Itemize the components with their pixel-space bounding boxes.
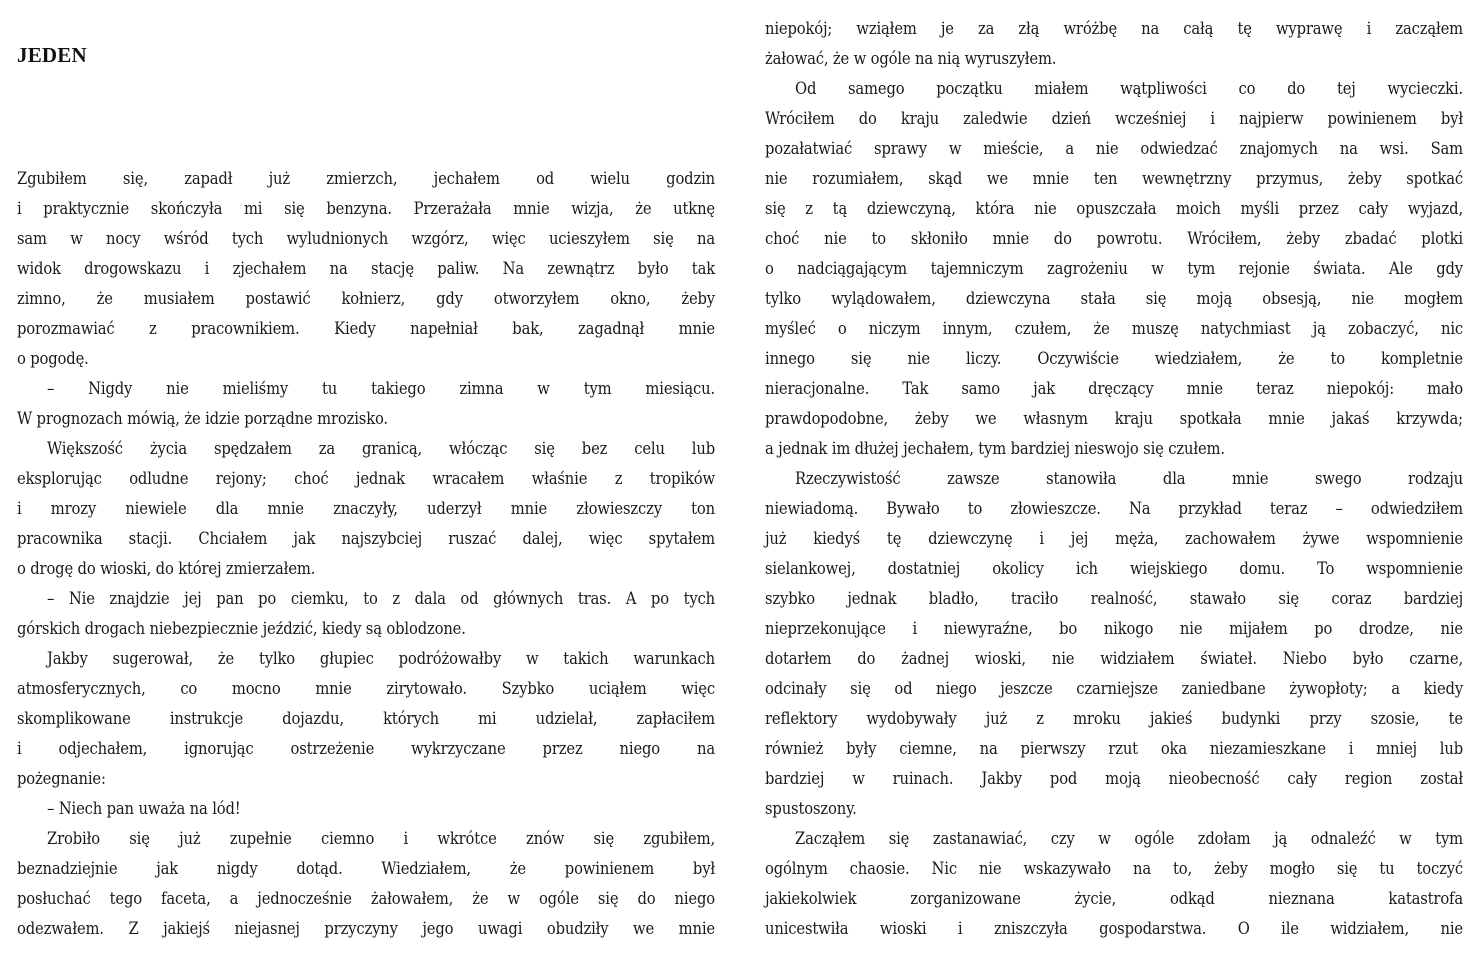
text-line: i praktycznie skończyła mi się benzyna. Przerażała mnie wizja, że utknę — [17, 199, 715, 218]
text-line: niewiadomą. Bywało to złowieszcze. Na przykład teraz – odwiedziłem — [765, 499, 1463, 518]
text-line: Zrobiło się już zupełnie ciemno i wkrótce znów się zgubiłem, — [47, 829, 715, 848]
text-line: – Nigdy nie mieliśmy tu takiego zimna w tym miesiącu. — [47, 379, 715, 398]
text-line: i odjechałem, ignorując ostrzeżenie wykrzyczane przez niego na — [17, 739, 715, 758]
text-line: tylko wylądowałem, dziewczyna stała się moją obsesją, nie mogłem — [765, 289, 1463, 308]
text-line: również były ciemne, na pierwszy rzut oka niezamieszkane i mniej lub — [765, 739, 1463, 758]
text-line: posłuchać tego faceta, a jednocześnie żałowałem, że w ogóle się do niego — [17, 889, 715, 908]
text-line: już kiedyś tę dziewczynę i jej męża, zachowałem żywe wspomnienie — [765, 529, 1463, 548]
text-line: spustoszony. — [765, 799, 857, 818]
text-line: sielankowej, dostatniej okolicy ich wiejskiego domu. To wspomnienie — [765, 559, 1463, 578]
text-line: porozmawiać z pracownikiem. Kiedy napełniał bak, zagadnął mnie — [17, 319, 715, 338]
text-line: o pogodę. — [17, 349, 89, 368]
text-line: myśleć o niczym innym, czułem, że muszę natychmiast ją zobaczyć, nic — [765, 319, 1463, 338]
text-line: jakiekolwiek zorganizowane życie, odkąd nieznana katastrofa — [765, 889, 1463, 908]
text-line: górskich drogach niebezpiecznie jeździć, kiedy są oblodzone. — [17, 619, 466, 638]
text-line: prawdopodobne, żeby we własnym kraju spotkała mnie jakaś krzywda; — [765, 409, 1463, 428]
text-line: – Nie znajdzie jej pan po ciemku, to z dala od głównych tras. A po tych — [47, 589, 715, 608]
left-page — [17, 0, 715, 973]
text-line: i mrozy niewiele dla mnie znaczyły, uderzył mnie złowieszczy ton — [17, 499, 715, 518]
text-line: reflektory wydobywały już z mroku jakieś budynki przy szosie, te — [765, 709, 1463, 728]
text-line: nie rozumiałem, skąd we mnie ten wewnętrzny przymus, żeby spotkać — [765, 169, 1463, 188]
text-line: eksplorując odludne rejony; choć jednak wracałem właśnie z tropików — [17, 469, 715, 488]
text-line: się z tą dziewczyną, która nie opuszczała moich myśli przez cały wyjazd, — [765, 199, 1463, 218]
text-line: Zgubiłem się, zapadł już zmierzch, jechałem od wielu godzin — [17, 169, 715, 188]
text-line: Wróciłem do kraju zaledwie dzień wcześniej i najpierw powinienem był — [765, 109, 1463, 128]
text-line: sam w nocy wśród tych wyludnionych wzgórz, więc ucieszyłem się na — [17, 229, 715, 248]
text-line: W prognozach mówią, że idzie porządne mrozisko. — [17, 409, 388, 428]
text-line: Jakby sugerował, że tylko głupiec podróżowałby w takich warunkach — [47, 649, 715, 668]
text-line: Rzeczywistość zawsze stanowiła dla mnie swego rodzaju — [795, 469, 1463, 488]
text-line: zimno, że musiałem postawić kołnierz, gdy otworzyłem okno, żeby — [17, 289, 715, 308]
text-line: ogólnym chaosie. Nic nie wskazywało na to, żeby mogło się tu toczyć — [765, 859, 1463, 878]
text-line: pozałatwiać sprawy w mieście, a nie odwiedzać znajomych na wsi. Sam — [765, 139, 1463, 158]
text-line: o drogę do wioski, do której zmierzałem. — [17, 559, 316, 578]
text-line: o nadciągającym tajemniczym zagrożeniu w tym rejonie świata. Ale gdy — [765, 259, 1463, 278]
text-line: szybko jednak bladło, traciło realność, stawało się coraz bardziej — [765, 589, 1463, 608]
text-line: pożegnanie: — [17, 769, 106, 788]
text-line: beznadziejnie jak nigdy dotąd. Wiedziałem, że powinienem był — [17, 859, 715, 878]
text-line: atmosferycznych, co mocno mnie zirytowało. Szybko uciąłem więc — [17, 679, 715, 698]
text-line: nieracjonalne. Tak samo jak dręczący mnie teraz niepokój: mało — [765, 379, 1463, 398]
text-line: innego się nie liczy. Oczywiście wiedziałem, że to kompletnie — [765, 349, 1463, 368]
text-line: Większość życia spędzałem za granicą, włócząc się bez celu lub — [47, 439, 715, 458]
text-line: niepokój; wziąłem je za złą wróżbę na całą tę wyprawę i zacząłem — [765, 19, 1463, 38]
text-line: – Niech pan uważa na lód! — [47, 799, 241, 818]
text-line: nieprzekonujące i niewyraźne, bo nikogo nie mijałem po drodze, nie — [765, 619, 1463, 638]
text-line: bardziej w ruinach. Jakby pod moją nieobecność cały region został — [765, 769, 1463, 788]
text-line: Zacząłem się zastanawiać, czy w ogóle zdołam ją odnaleźć w tym — [795, 829, 1463, 848]
chapter-title: JEDEN — [17, 43, 87, 67]
text-line: odcinały się od niego jeszcze czarniejsze zaniedbane żywopłoty; a kiedy — [765, 679, 1463, 698]
text-line: widok drogowskazu i zjechałem na stację paliw. Na zewnątrz było tak — [17, 259, 715, 278]
text-line: odezwałem. Z jakiejś niejasnej przyczyny jego uwagi obudziły we mnie — [17, 919, 715, 938]
text-line: żałować, że w ogóle na nią wyruszyłem. — [765, 49, 1057, 68]
text-line: choć nie to skłoniło mnie do powrotu. Wróciłem, żeby zbadać plotki — [765, 229, 1463, 248]
text-line: a jednak im dłużej jechałem, tym bardziej nieswojo się czułem. — [765, 439, 1225, 458]
text-line: unicestwiła wioski i zniszczyła gospodarstwa. O ile widziałem, nie — [765, 919, 1463, 938]
text-line: dotarłem do żadnej wioski, nie widziałem świateł. Niebo było czarne, — [765, 649, 1463, 668]
right-page — [765, 0, 1463, 973]
text-line: Od samego początku miałem wątpliwości co do tej wycieczki. — [795, 79, 1463, 98]
text-line: skomplikowane instrukcje dojazdu, których mi udzielał, zapłaciłem — [17, 709, 715, 728]
text-line: pracownika stacji. Chciałem jak najszybciej ruszać dalej, więc spytałem — [17, 529, 715, 548]
